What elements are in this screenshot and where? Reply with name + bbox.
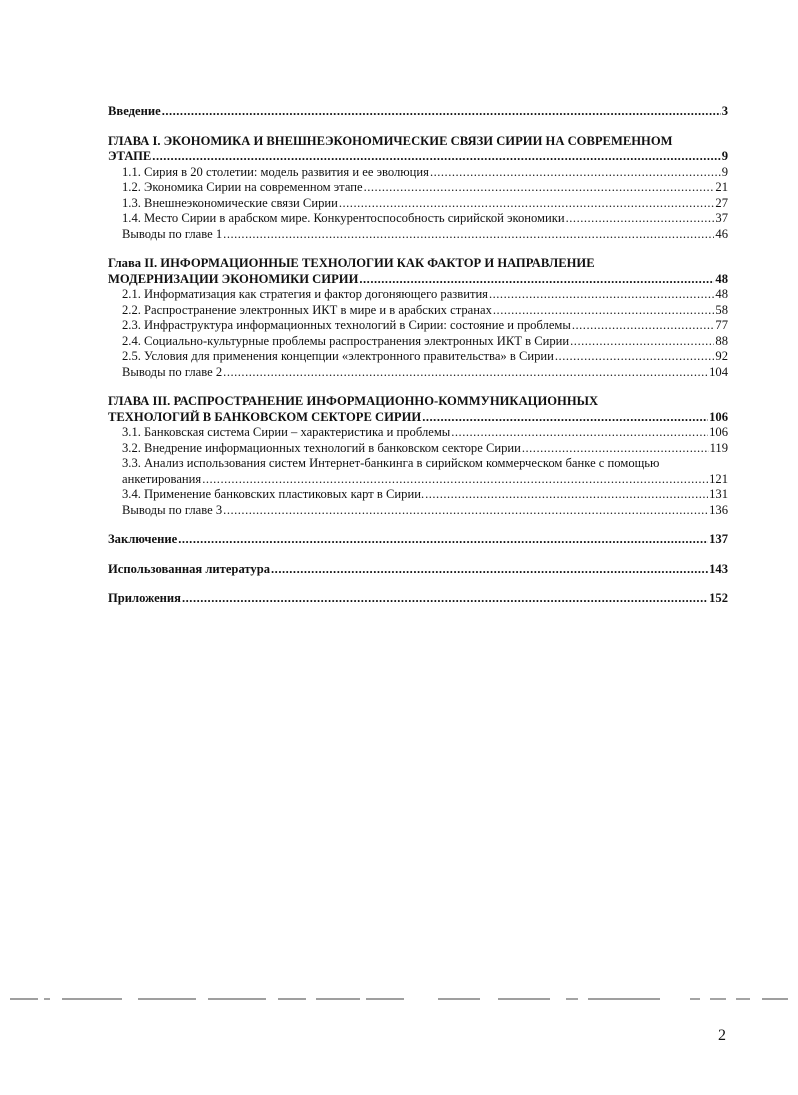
scan-artifact-line	[10, 997, 790, 1001]
chapter-1-title-line1[interactable]: ГЛАВА I. ЭКОНОМИКА И ВНЕШНЕЭКОНОМИЧЕСКИЕ СВЯЗИ СИРИИ НА СОВРЕМЕННОМ	[108, 133, 673, 148]
toc-page: 106	[709, 409, 728, 424]
dot-leader	[451, 425, 708, 441]
chapter-2-title-line1[interactable]: Глава II. ИНФОРМАЦИОННЫЕ ТЕХНОЛОГИИ КАК ФАКТОР И НАПРАВЛЕНИЕ	[108, 256, 595, 270]
dot-leader	[489, 287, 714, 303]
toc-entry[interactable]	[108, 318, 728, 334]
toc-entry[interactable]	[108, 487, 728, 503]
dot-leader	[422, 410, 708, 426]
toc-entry[interactable]	[108, 349, 728, 365]
toc-page: 46	[715, 226, 728, 241]
chapter-2	[108, 256, 728, 380]
toc-page: 9	[721, 149, 728, 163]
toc-title: 2.2. Распространение электронных ИКТ в мире и в арабских странах	[122, 302, 492, 317]
toc-page: 119	[709, 440, 728, 455]
toc-title: Приложения	[108, 591, 181, 605]
toc-title: 1.3. Внешнеэкономические связи Сирии	[122, 195, 338, 210]
toc-entry[interactable]	[108, 211, 728, 227]
toc-title: Выводы по главе 3	[122, 502, 223, 517]
toc-page: 27	[715, 195, 728, 210]
chapter-3-title-line1[interactable]: ГЛАВА III. РАСПРОСТРАНЕНИЕ ИНФОРМАЦИОННО-КОММУНИКАЦИОННЫХ	[108, 394, 599, 408]
toc-page: 104	[709, 364, 728, 379]
dot-leader	[570, 334, 714, 350]
toc-title: Заключение	[108, 532, 178, 546]
toc-title: 3.4. Применение банковских пластиковых карт в Сирии.	[122, 487, 425, 501]
toc-page: 121	[709, 471, 728, 486]
toc-title: Выводы по главе 1	[122, 226, 223, 241]
toc-entry-appendix[interactable]	[108, 591, 728, 607]
chapter-3-title-line2: ТЕХНОЛОГИЙ В БАНКОВСКОМ СЕКТОРЕ СИРИИ	[108, 409, 422, 424]
toc-entry-chapter-3[interactable]	[108, 410, 728, 426]
toc-page: 131	[709, 487, 728, 501]
toc-page: 143	[709, 561, 728, 576]
toc-title: 2.3. Инфраструктура информационных технологий в Сирии: состояние и проблемы	[122, 318, 571, 332]
toc-entry-conclusion[interactable]	[108, 532, 728, 548]
dot-leader	[430, 165, 721, 181]
dot-leader	[178, 532, 708, 548]
toc-page: 58	[715, 302, 728, 317]
toc-title: 1.2. Экономика Сирии на современном этапе	[122, 180, 363, 194]
toc-entry[interactable]	[108, 180, 728, 196]
toc-entry[interactable]	[108, 196, 728, 212]
toc-title: анкетирования	[122, 471, 202, 486]
chapter-1	[108, 134, 728, 243]
toc-entry-intro[interactable]	[108, 104, 728, 120]
dot-leader	[425, 487, 708, 503]
chapter-3	[108, 394, 728, 518]
dot-leader	[162, 104, 721, 120]
toc-page: 137	[709, 532, 728, 546]
dot-leader	[271, 562, 708, 578]
toc-page: 48	[715, 287, 728, 301]
toc-page: 106	[709, 425, 728, 439]
toc-entry[interactable]	[108, 303, 728, 319]
dot-leader	[493, 303, 715, 319]
toc-title: Использованная литература	[108, 561, 271, 576]
toc-title: 2.4. Социально-культурные проблемы распространения электронных ИКТ в Сирии	[122, 333, 570, 348]
page-number: 2	[718, 1027, 726, 1044]
dot-leader	[152, 149, 720, 165]
toc-entry[interactable]	[108, 503, 728, 519]
toc-entry[interactable]	[108, 365, 728, 381]
dot-leader	[364, 180, 715, 196]
dot-leader	[566, 211, 715, 227]
toc-page: 9	[721, 164, 728, 179]
toc-entry[interactable]	[108, 227, 728, 243]
toc-title: 3.1. Банковская система Сирии – характеристика и проблемы	[122, 425, 451, 439]
dot-leader	[202, 472, 708, 488]
dot-leader	[555, 349, 715, 365]
chapter-2-title-line2: МОДЕРНИЗАЦИИ ЭКОНОМИКИ СИРИИ	[108, 271, 359, 286]
toc-title: 1.4. Место Сирии в арабском мире. Конкурентоспособность сирийской экономики	[122, 211, 565, 225]
toc-entry[interactable]	[108, 287, 728, 303]
toc-title: 2.1. Информатизация как стратегия и фактор догоняющего развития	[122, 287, 488, 301]
toc-entry-literature[interactable]	[108, 562, 728, 578]
toc-entry[interactable]	[108, 165, 728, 181]
toc-page: 37	[715, 211, 728, 225]
toc-page: 136	[709, 502, 728, 517]
toc-entry-chapter-2[interactable]	[108, 272, 728, 288]
dot-leader	[182, 591, 708, 607]
dot-leader	[223, 503, 708, 519]
toc-entry[interactable]	[108, 472, 728, 488]
dot-leader	[223, 227, 714, 243]
toc-title: 1.1. Сирия в 20 столетии: модель развития и ее эволюция	[122, 164, 429, 179]
toc-entry-chapter-1[interactable]	[108, 149, 728, 165]
toc-page: 92	[715, 349, 728, 363]
toc-page: 21	[715, 180, 728, 194]
dot-leader	[339, 196, 715, 212]
dot-leader	[359, 272, 714, 288]
toc-page: 77	[715, 318, 728, 332]
toc-title: 2.5. Условия для применения концепции «электронного правительства» в Сирии	[122, 349, 554, 363]
toc-page: 3	[721, 104, 728, 118]
toc-entry[interactable]	[108, 334, 728, 350]
toc-page: 48	[715, 271, 728, 286]
toc-entry[interactable]	[108, 425, 728, 441]
dot-leader	[223, 365, 708, 381]
toc-title: Выводы по главе 2	[122, 364, 223, 379]
table-of-contents	[108, 104, 728, 607]
toc-entry[interactable]	[108, 441, 728, 457]
toc-page: 152	[709, 591, 728, 605]
dot-leader	[572, 318, 715, 334]
chapter-1-title-line2: ЭТАПЕ	[108, 149, 152, 163]
toc-title: Введение	[108, 104, 161, 118]
dot-leader	[522, 441, 709, 457]
toc-title: 3.2. Внедрение информационных технологий в банковском секторе Сирии	[122, 440, 521, 455]
toc-entry-3-3-line1[interactable]: 3.3. Анализ использования систем Интернет-банкинга в сирийском коммерческом банке с помощью	[122, 456, 660, 470]
toc-page: 88	[715, 333, 728, 348]
